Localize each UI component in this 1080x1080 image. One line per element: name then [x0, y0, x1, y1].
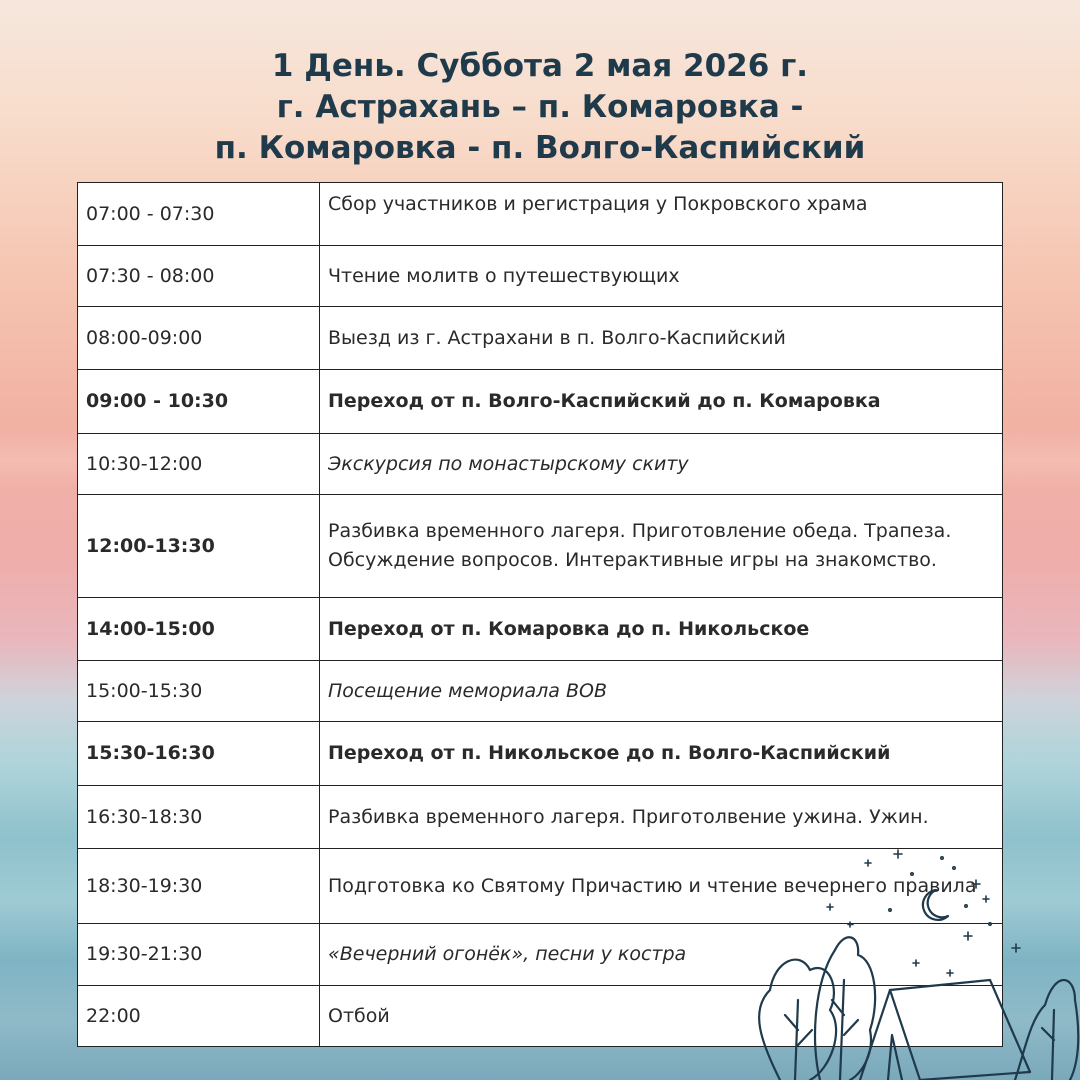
- schedule-row: [78, 183, 1003, 246]
- schedule-time: 12:00-13:30: [78, 495, 320, 598]
- schedule-activity: Сбор участников и регистрация у Покровского храма: [320, 183, 1003, 246]
- schedule-activity: Чтение молитв о путешествующих: [320, 246, 1003, 307]
- schedule-time: 07:00 - 07:30: [78, 183, 320, 246]
- schedule-time: 07:30 - 08:00: [78, 246, 320, 307]
- schedule-time: 14:00-15:00: [78, 598, 320, 661]
- schedule-row: [78, 986, 1003, 1047]
- schedule-activity: Переход от п. Волго-Каспийский до п. Комаровка: [320, 370, 1003, 434]
- schedule-activity: Экскурсия по монастырскому скиту: [320, 434, 1003, 495]
- schedule-row: [78, 598, 1003, 661]
- schedule-activity: Подготовка ко Святому Причастию и чтение вечернего правила: [320, 849, 1003, 924]
- title-line-3: п. Комаровка - п. Волго-Каспийский: [214, 130, 866, 166]
- schedule-activity: Отбой: [320, 986, 1003, 1047]
- schedule-time: 08:00-09:00: [78, 307, 320, 370]
- schedule-row: [78, 246, 1003, 307]
- page-title: [0, 46, 1080, 169]
- schedule-row: [78, 661, 1003, 722]
- schedule-activity: Разбивка временного лагеря. Приготолвение ужина. Ужин.: [320, 786, 1003, 849]
- title-line-1: 1 День. Суббота 2 мая 2026 г.: [271, 48, 809, 84]
- schedule-time: 19:30-21:30: [78, 924, 320, 986]
- schedule-time: 15:00-15:30: [78, 661, 320, 722]
- schedule-time: 09:00 - 10:30: [78, 370, 320, 434]
- schedule-row: [78, 924, 1003, 986]
- schedule-time: 10:30-12:00: [78, 434, 320, 495]
- schedule-activity: «Вечерний огонёк», песни у костра: [320, 924, 1003, 986]
- schedule-row: [78, 307, 1003, 370]
- schedule-activity: Посещение мемориала ВОВ: [320, 661, 1003, 722]
- schedule-activity: Выезд из г. Астрахани в п. Волго-Каспийский: [320, 307, 1003, 370]
- schedule-activity: Разбивка временного лагеря. Приготовление обеда. Трапеза. Обсуждение вопросов. Интерактивные игры на знакомство.: [320, 495, 1003, 598]
- schedule-row: [78, 722, 1003, 786]
- schedule-table: [77, 182, 1003, 1047]
- schedule-row: [78, 434, 1003, 495]
- title-line-2: г. Астрахань – п. Комаровка -: [276, 89, 804, 125]
- schedule-time: 18:30-19:30: [78, 849, 320, 924]
- schedule-row: [78, 495, 1003, 598]
- schedule-activity: Переход от п. Никольское до п. Волго-Каспийский: [320, 722, 1003, 786]
- schedule-time: 22:00: [78, 986, 320, 1047]
- schedule-row: [78, 849, 1003, 924]
- schedule-time: 15:30-16:30: [78, 722, 320, 786]
- schedule-row: [78, 370, 1003, 434]
- schedule-time: 16:30-18:30: [78, 786, 320, 849]
- schedule-activity: Переход от п. Комаровка до п. Никольское: [320, 598, 1003, 661]
- schedule-row: [78, 786, 1003, 849]
